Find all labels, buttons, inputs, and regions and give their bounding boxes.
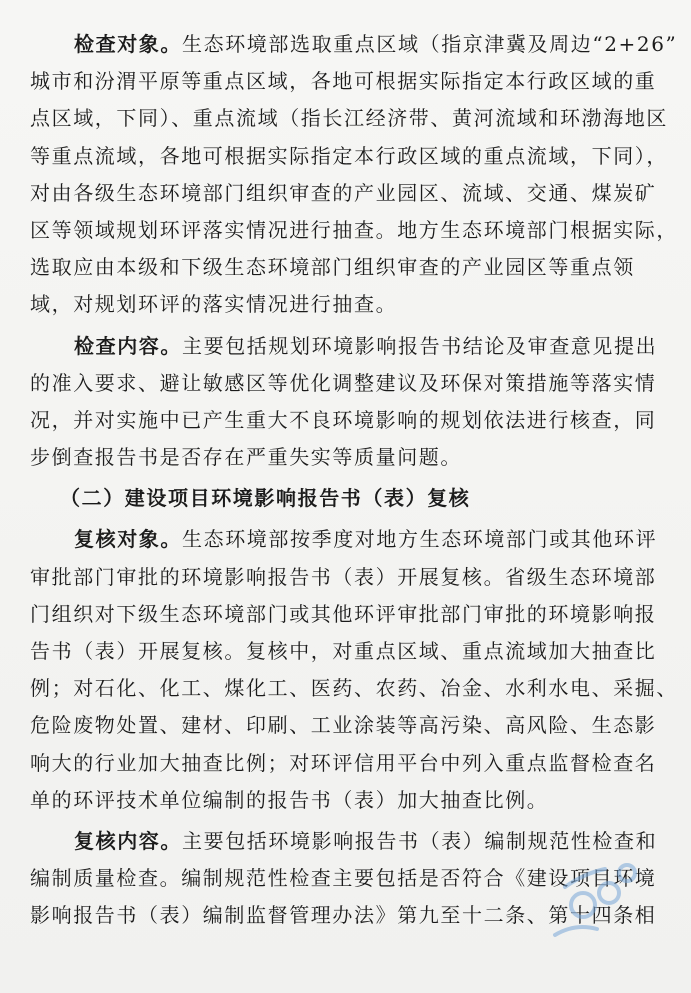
para3-line-2: 审批部门审批的环境影响报告书（表）开展复核。省级生态环境部 [30,564,657,589]
para1-line-7: 选取应由本级和下级生态环境部门组织审查的产业园区等重点领 [30,255,635,280]
para3-lead: 复核对象。 [74,527,182,552]
document-body [30,26,678,935]
para1-line-6: 区等领域规划环评落实情况进行抽查。地方生态环境部门根据实际， [30,217,678,242]
para3-line-4: 告书（表）开展复核。复核中，对重点区域、重点流域加大抽查比 [30,639,657,663]
para2-line-4: 步倒查报告书是否存在严重失实等质量问题。 [30,445,462,470]
para1-line-4: 等重点流域，各地可根据实际指定本行政区域的重点流域，下同）， [30,143,668,168]
section-heading: （二）建设项目环境影响报告书（表）复核 [60,486,471,511]
para1-text: 生态环境部选取重点区域（指京津冀及周边“2+26” [182,32,678,56]
para4-text: 主要包括环境影响报告书（表）编制规范性检查和 [182,828,658,853]
para2-text: 主要包括规划环境影响报告书结论及审查意见提出 [182,333,658,358]
cloud-logo-icon [535,843,655,953]
para4-line-2: 编制质量检查。编制规范性检查主要包括是否符合《建设项目环境 [30,866,657,891]
para2-line-2: 的准入要求、避让敏感区等优化调整建议及环保对策措施等落实情 [30,370,657,395]
para2-line-1 [30,328,670,365]
para2-lead: 检查内容。 [74,333,182,358]
para1-line-2: 城市和汾渭平原等重点区域，各地可根据实际指定本行政区域的重 [30,69,657,94]
para1-lead: 检查对象。 [74,32,182,56]
para3-line-3: 门组织对下级生态环境部门或其他环评审批部门审批的环境影响报 [30,601,657,626]
para1-line-8: 域，对规划环评的落实情况进行抽查。 [30,292,398,317]
para3-text: 生态环境部按季度对地方生态环境部门或其他环评 [182,527,658,552]
para3-line-6: 危险废物处置、建材、印刷、工业涂装等高污染、高风险、生态影 [30,713,657,738]
para2-line-3: 况，并对实施中已产生重大不良环境影响的规划依法进行核查，同 [30,407,657,432]
para3-line-7: 响大的行业加大抽查比例；对环评信用平台中列入重点监督检查名 [30,750,657,775]
para1-line-3: 点区域，下同）、重点流域（指长江经济带、黄河流域和环渤海地区 [30,106,668,131]
para4-lead: 复核内容。 [74,828,182,853]
para3-line-5: 例；对石化、化工、煤化工、医药、农药、冶金、水利水电、采掘、 [30,676,678,701]
para1-line-5: 对由各级生态环境部门组织审查的产业园区、流域、交通、煤炭矿 [30,180,657,205]
para3-line-8: 单的环评技术单位编制的报告书（表）加大抽查比例。 [30,787,549,812]
para3-line-1 [30,521,670,558]
para1-line-1 [30,26,678,63]
para4-line-3: 影响报告书（表）编制监督管理办法》第九至十二条、第十四条相 [30,903,657,928]
